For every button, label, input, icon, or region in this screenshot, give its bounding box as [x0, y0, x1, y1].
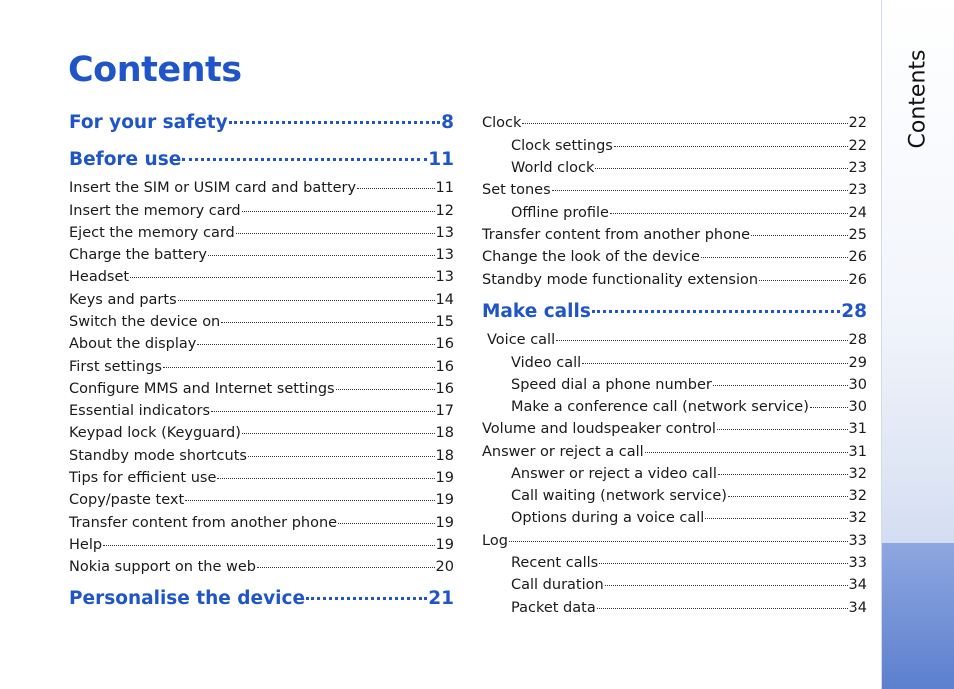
toc-entry-title: Set tones — [482, 182, 551, 198]
toc-page-number: 30 — [848, 377, 867, 393]
toc-entry-title: Nokia support on the web — [69, 559, 256, 575]
toc-entry-title: Clock settings — [511, 138, 613, 154]
toc-entry-title: Change the look of the device — [482, 249, 700, 265]
toc-entry[interactable] — [511, 464, 867, 484]
toc-entry[interactable] — [482, 247, 867, 267]
toc-page-number: 23 — [848, 182, 867, 198]
toc-entry-title: Copy/paste text — [69, 492, 185, 508]
dot-leader — [336, 389, 435, 390]
toc-entry[interactable] — [511, 553, 867, 573]
toc-entry-title: Make a conference call (network service) — [511, 399, 809, 415]
toc-page-number: 32 — [848, 466, 867, 482]
toc-entry-title: Personalise the device — [69, 588, 305, 609]
toc-entry[interactable] — [69, 245, 454, 265]
toc-entry[interactable] — [69, 423, 454, 443]
chapter-label-text: Contents — [905, 49, 931, 149]
toc-page-number: 20 — [435, 559, 454, 575]
toc-page-number: 13 — [435, 269, 454, 285]
toc-page-number: 12 — [435, 203, 454, 219]
dot-leader — [552, 190, 848, 191]
toc-entry[interactable] — [69, 557, 454, 577]
toc-page-number: 28 — [848, 332, 867, 348]
toc-entry[interactable] — [511, 486, 867, 506]
toc-page-number: 34 — [848, 577, 867, 593]
dot-leader — [751, 235, 847, 236]
toc-entry-title: Before use — [69, 149, 182, 170]
toc-page-number: 16 — [435, 381, 454, 397]
toc-page-number: 31 — [848, 444, 867, 460]
toc-page-number: 11 — [428, 149, 454, 170]
toc-entry[interactable] — [482, 419, 867, 439]
toc-entry-title: Eject the memory card — [69, 225, 235, 241]
toc-entry[interactable] — [511, 203, 867, 223]
toc-entry[interactable] — [69, 468, 454, 488]
toc-page-number: 32 — [848, 488, 867, 504]
dot-leader — [645, 452, 848, 453]
toc-page-number: 15 — [435, 314, 454, 330]
toc-page-number: 25 — [848, 227, 867, 243]
toc-page-number: 30 — [848, 399, 867, 415]
toc-entry[interactable] — [69, 490, 454, 510]
toc-entry[interactable] — [511, 508, 867, 528]
dot-leader — [257, 567, 435, 568]
toc-entry-title: Clock — [482, 115, 522, 131]
chapter-tab — [882, 543, 954, 689]
toc-entry-title: Make calls — [482, 301, 591, 322]
toc-entry-title: Headset — [69, 269, 130, 285]
dot-leader — [211, 411, 435, 412]
dot-leader — [599, 563, 847, 564]
toc-page-number: 16 — [435, 336, 454, 352]
toc-entry-title: Standby mode shortcuts — [69, 448, 247, 464]
toc-page-number: 8 — [441, 112, 454, 133]
dot-leader — [185, 500, 434, 501]
toc-entry-title: Recent calls — [511, 555, 599, 571]
toc-entry[interactable] — [482, 180, 867, 200]
toc-entry[interactable] — [487, 330, 867, 350]
dot-leader — [208, 255, 435, 256]
toc-entry[interactable] — [69, 535, 454, 555]
toc-entry-title: Speed dial a phone number — [511, 377, 712, 393]
dot-leader — [592, 310, 840, 313]
toc-entry-title: For your safety — [69, 112, 228, 133]
toc-entry-title: Keypad lock (Keyguard) — [69, 425, 241, 441]
toc-entry-title: Answer or reject a video call — [511, 466, 717, 482]
toc-page-number: 11 — [435, 180, 454, 196]
dot-leader — [182, 158, 427, 161]
toc-heading[interactable] — [69, 111, 454, 135]
dot-leader — [614, 146, 848, 147]
toc-entry[interactable] — [511, 353, 867, 373]
toc-page-number: 34 — [848, 600, 867, 616]
toc-entry-title: Options during a voice call — [511, 510, 705, 526]
toc-heading[interactable] — [69, 148, 454, 172]
toc-page-number: 13 — [435, 247, 454, 263]
toc-entry[interactable] — [69, 357, 454, 377]
toc-entry-title: Answer or reject a call — [482, 444, 644, 460]
toc-entry-title: Switch the device on — [69, 314, 221, 330]
toc-entry[interactable] — [69, 513, 454, 533]
toc-entry-title: Configure MMS and Internet settings — [69, 381, 335, 397]
toc-entry-title: Keys and parts — [69, 292, 177, 308]
dot-leader — [810, 407, 848, 408]
toc-entry-title: Call waiting (network service) — [511, 488, 727, 504]
toc-entry[interactable] — [511, 136, 867, 156]
dot-leader — [221, 322, 434, 323]
toc-entry[interactable] — [511, 397, 867, 417]
toc-entry-title: Video call — [511, 355, 582, 371]
toc-entry-title: Help — [69, 537, 103, 553]
toc-page-number: 22 — [848, 115, 867, 131]
toc-page-number: 18 — [435, 425, 454, 441]
toc-entry-title: Insert the memory card — [69, 203, 241, 219]
toc-page-number: 26 — [848, 249, 867, 265]
toc-entry[interactable] — [69, 267, 454, 287]
toc-entry-title: World clock — [511, 160, 595, 176]
toc-heading[interactable] — [69, 587, 454, 611]
dot-leader — [103, 545, 434, 546]
toc-page-number: 32 — [848, 510, 867, 526]
dot-leader — [595, 168, 847, 169]
toc-entry-title: Transfer content from another phone — [69, 515, 338, 531]
dot-leader — [242, 211, 435, 212]
toc-page-number: 18 — [435, 448, 454, 464]
toc-page-number: 19 — [435, 537, 454, 553]
toc-entry-title: Log — [482, 533, 508, 549]
dot-leader — [197, 344, 434, 345]
toc-entry[interactable] — [482, 225, 867, 245]
dot-leader — [338, 523, 434, 524]
dot-leader — [242, 433, 435, 434]
dot-leader — [229, 121, 440, 124]
dot-leader — [705, 518, 847, 519]
dot-leader — [605, 585, 848, 586]
toc-page-number: 29 — [848, 355, 867, 371]
dot-leader — [701, 257, 848, 258]
toc-entry-title: Essential indicators — [69, 403, 210, 419]
toc-entry[interactable] — [69, 401, 454, 421]
toc-page-number: 21 — [428, 588, 454, 609]
dot-leader — [163, 367, 435, 368]
dot-leader — [728, 496, 848, 497]
toc-page-number: 22 — [848, 138, 867, 154]
toc-page-number: 13 — [435, 225, 454, 241]
dot-leader — [248, 456, 435, 457]
toc-entry[interactable] — [511, 158, 867, 178]
dot-leader — [713, 385, 848, 386]
toc-entry-title: Offline profile — [511, 205, 609, 221]
dot-leader — [357, 188, 434, 189]
toc-entry-title: Transfer content from another phone — [482, 227, 751, 243]
toc-entry-title: Tips for efficient use — [69, 470, 217, 486]
dot-leader — [556, 340, 847, 341]
toc-heading[interactable] — [482, 300, 867, 324]
dot-leader — [597, 608, 848, 609]
dot-leader — [236, 233, 435, 234]
toc-entry-title: Charge the battery — [69, 247, 207, 263]
toc-page-number: 16 — [435, 359, 454, 375]
toc-entry[interactable] — [69, 223, 454, 243]
toc-entry-title: Volume and loudspeaker control — [482, 421, 716, 437]
toc-page-number: 31 — [848, 421, 867, 437]
toc-page-number: 28 — [841, 301, 867, 322]
toc-entry-title: First settings — [69, 359, 162, 375]
toc-entry[interactable] — [69, 201, 454, 221]
dot-leader — [306, 597, 427, 600]
dot-leader — [509, 541, 848, 542]
toc-entry-title: Insert the SIM or USIM card and battery — [69, 180, 357, 196]
page-title: Contents — [68, 50, 242, 90]
dot-leader — [522, 123, 847, 124]
toc-entry[interactable] — [511, 598, 867, 618]
toc-entry-title: Standby mode functionality extension — [482, 272, 759, 288]
toc-entry[interactable] — [69, 178, 454, 198]
toc-page-number: 19 — [435, 492, 454, 508]
toc-entry[interactable] — [69, 334, 454, 354]
dot-leader — [718, 474, 848, 475]
toc-page-number: 19 — [435, 515, 454, 531]
toc-entry[interactable] — [511, 575, 867, 595]
toc-entry-title: About the display — [69, 336, 197, 352]
toc-entry[interactable] — [482, 270, 867, 290]
dot-leader — [130, 277, 434, 278]
toc-entry[interactable] — [69, 379, 454, 399]
dot-leader — [582, 363, 847, 364]
dot-leader — [610, 213, 848, 214]
toc-page-number: 24 — [848, 205, 867, 221]
toc-entry[interactable] — [482, 113, 867, 133]
toc-entry-title: Voice call — [487, 332, 556, 348]
toc-page-number: 23 — [848, 160, 867, 176]
toc-page-number: 33 — [848, 533, 867, 549]
toc-entry-title: Call duration — [511, 577, 604, 593]
toc-page-number: 33 — [848, 555, 867, 571]
toc-entry[interactable] — [69, 312, 454, 332]
dot-leader — [217, 478, 434, 479]
dot-leader — [717, 429, 848, 430]
toc-page-number: 26 — [848, 272, 867, 288]
toc-entry[interactable] — [482, 531, 867, 551]
dot-leader — [178, 300, 435, 301]
toc-page-number: 19 — [435, 470, 454, 486]
chapter-label — [901, 49, 935, 149]
toc-entry[interactable] — [69, 446, 454, 466]
toc-page-number: 14 — [435, 292, 454, 308]
toc-page-number: 17 — [435, 403, 454, 419]
toc-entry[interactable] — [511, 375, 867, 395]
dot-leader — [759, 280, 848, 281]
toc-entry[interactable] — [69, 290, 454, 310]
toc-entry[interactable] — [482, 442, 867, 462]
toc-entry-title: Packet data — [511, 600, 596, 616]
